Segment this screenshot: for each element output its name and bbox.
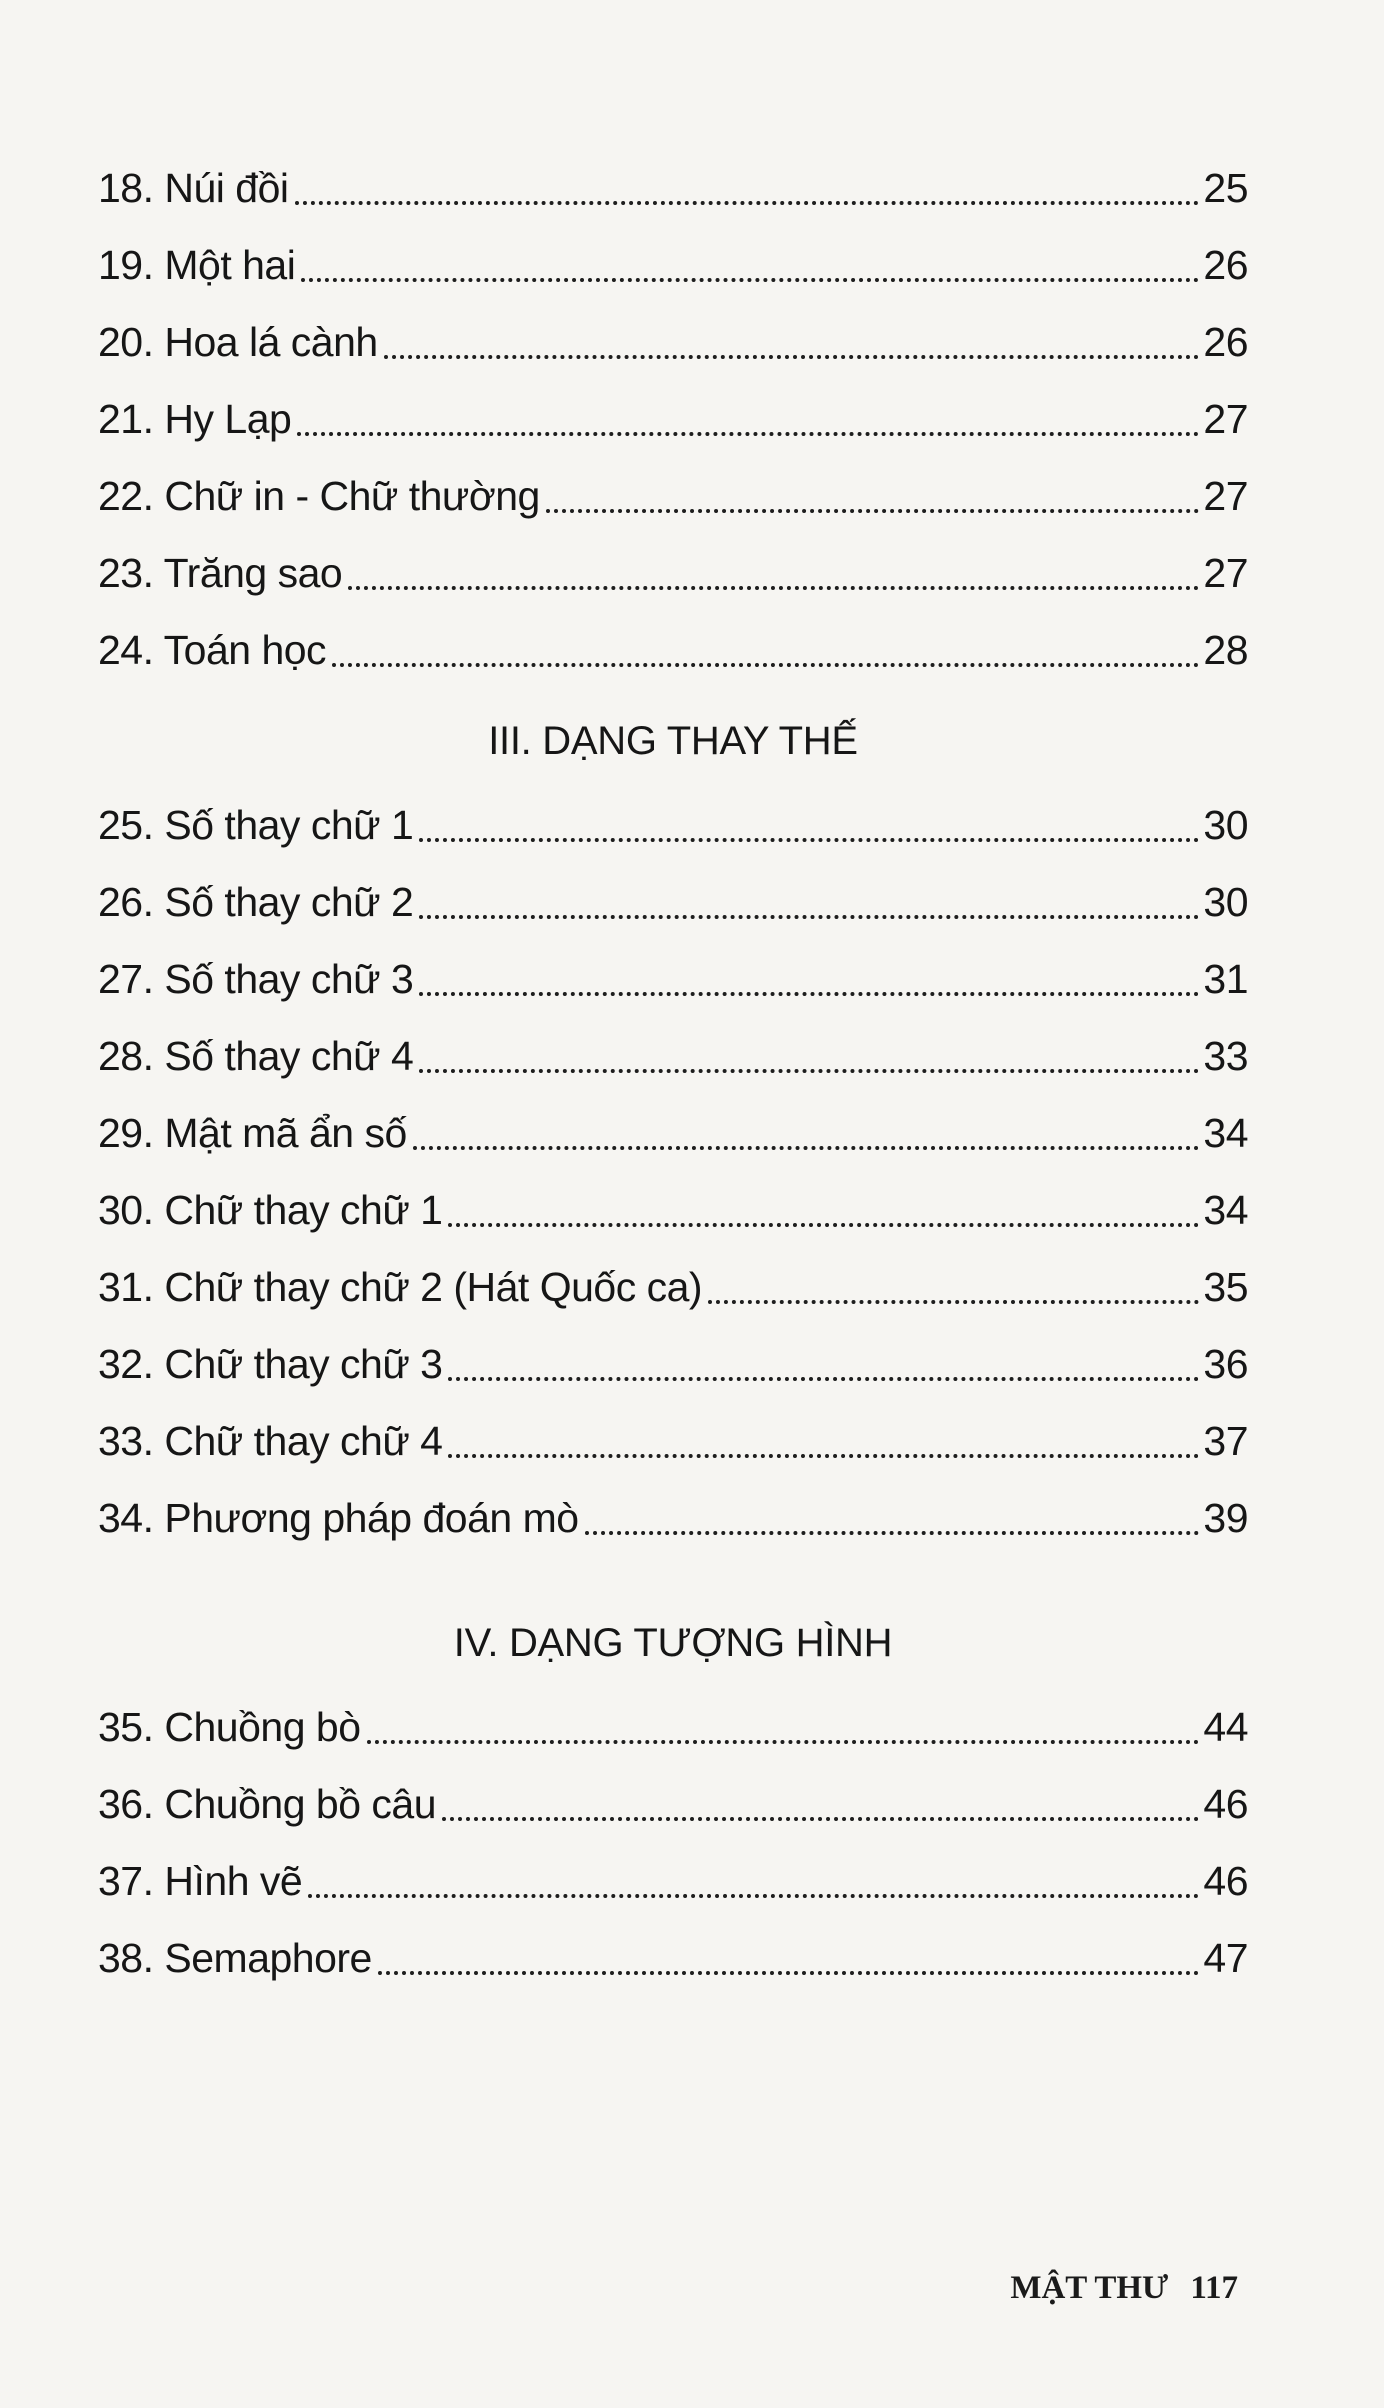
entry-title: 37. Hình vẽ [98,1858,303,1904]
entry-page: 36 [1203,1341,1248,1387]
entry-title: 33. Chữ thay chữ 4 [98,1418,443,1464]
entry-page: 27 [1203,396,1248,442]
entry-page: 47 [1203,1935,1248,1981]
dot-leader [419,1069,1199,1073]
entry-page: 44 [1203,1704,1248,1750]
toc-entry [98,150,1248,227]
toc-entry [98,941,1248,1018]
toc-entry [98,1920,1248,1997]
toc-entry [98,1480,1248,1557]
toc-entry [98,1326,1248,1403]
dot-leader [332,663,1199,667]
running-footer [1010,2270,1238,2307]
entry-page: 37 [1203,1418,1248,1464]
entry-title: 26. Số thay chữ 2 [98,879,414,925]
book-title: MẬT THƯ [1010,2270,1169,2306]
toc-group-b [98,787,1248,1557]
toc-entry [98,1843,1248,1920]
dot-leader [301,278,1199,282]
dot-leader [308,1894,1199,1898]
toc-entry [98,787,1248,864]
toc-entry [98,1095,1248,1172]
entry-page: 31 [1203,956,1248,1002]
dot-leader [708,1300,1199,1304]
toc-entry [98,1018,1248,1095]
dot-leader [448,1454,1199,1458]
toc-entry [98,381,1248,458]
dot-leader [546,509,1200,513]
toc-entry [98,1172,1248,1249]
dot-leader [295,201,1200,205]
entry-title: 31. Chữ thay chữ 2 (Hát Quốc ca) [98,1264,703,1310]
dot-leader [419,838,1199,842]
toc-entry [98,1766,1248,1843]
entry-page: 28 [1203,627,1248,673]
toc-entry [98,1689,1248,1766]
entry-title: 23. Trăng sao [98,550,343,596]
dot-leader [448,1377,1199,1381]
entry-page: 30 [1203,802,1248,848]
dot-leader [419,915,1199,919]
toc-entry [98,1403,1248,1480]
entry-page: 39 [1203,1495,1248,1541]
entry-title: 19. Một hai [98,242,296,288]
dot-leader [413,1146,1200,1150]
dot-leader [442,1817,1199,1821]
entry-page: 46 [1203,1781,1248,1827]
entry-title: 29. Mật mã ẩn số [98,1110,407,1156]
entry-title: 22. Chữ in - Chữ thường [98,473,540,519]
section-heading: III. DẠNG THAY THẾ [488,719,858,763]
entry-page: 26 [1203,319,1248,365]
page-number: 117 [1190,2270,1238,2306]
entry-page: 27 [1203,473,1248,519]
entry-title: 35. Chuồng bò [98,1704,361,1750]
entry-page: 27 [1203,550,1248,596]
dot-leader [419,992,1199,996]
dot-leader [378,1971,1200,1975]
entry-title: 20. Hoa lá cành [98,319,378,365]
toc-entry [98,1249,1248,1326]
dot-leader [297,432,1199,436]
toc-entry [98,864,1248,941]
section-heading: IV. DẠNG TƯỢNG HÌNH [453,1621,893,1665]
entry-page: 34 [1203,1110,1248,1156]
table-of-contents [98,150,1248,1997]
entry-title: 21. Hy Lạp [98,396,292,442]
dot-leader [448,1223,1199,1227]
entry-page: 35 [1203,1264,1248,1310]
entry-title: 25. Số thay chữ 1 [98,802,414,848]
dot-leader [585,1531,1200,1535]
entry-page: 46 [1203,1858,1248,1904]
entry-page: 26 [1203,242,1248,288]
entry-page: 30 [1203,879,1248,925]
entry-title: 32. Chữ thay chữ 3 [98,1341,443,1387]
entry-title: 28. Số thay chữ 4 [98,1033,414,1079]
entry-title: 34. Phương pháp đoán mò [98,1495,579,1541]
dot-leader [348,586,1199,590]
entry-title: 36. Chuồng bồ câu [98,1781,436,1827]
toc-entry [98,304,1248,381]
toc-entry [98,458,1248,535]
entry-page: 25 [1203,165,1248,211]
toc-entry [98,612,1248,689]
entry-title: 38. Semaphore [98,1935,372,1981]
toc-entry [98,227,1248,304]
entry-page: 33 [1203,1033,1248,1079]
entry-title: 24. Toán học [98,627,327,673]
toc-group-c [98,1689,1248,1997]
dot-leader [384,355,1200,359]
toc-entry [98,535,1248,612]
entry-page: 34 [1203,1187,1248,1233]
dot-leader [367,1740,1200,1744]
entry-title: 30. Chữ thay chữ 1 [98,1187,443,1233]
toc-group-a [98,150,1248,689]
entry-title: 18. Núi đồi [98,165,289,211]
entry-title: 27. Số thay chữ 3 [98,956,414,1002]
